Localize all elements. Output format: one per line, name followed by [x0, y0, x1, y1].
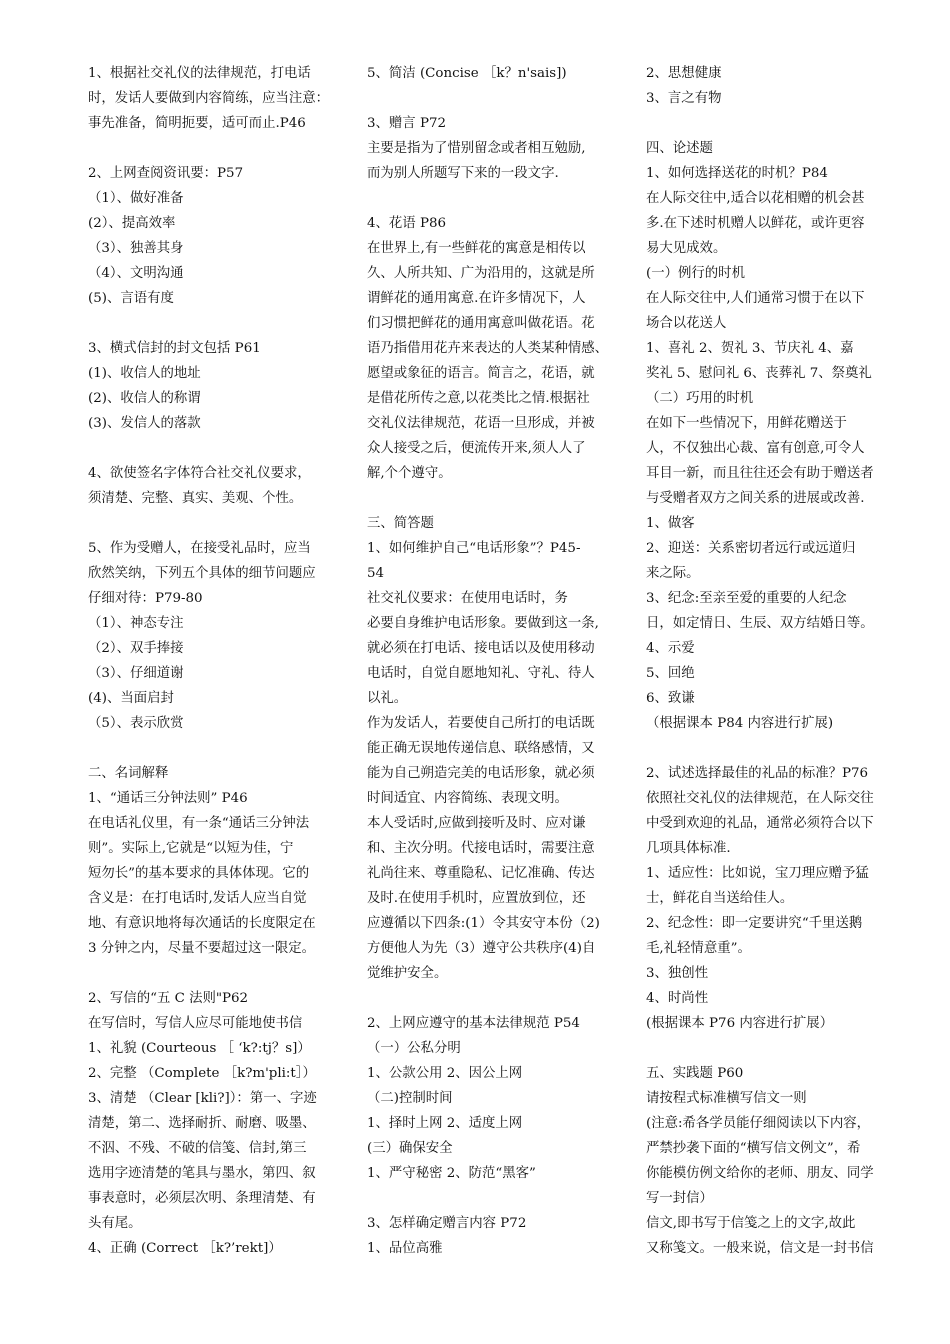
text-line: 与受赠者双方之间关系的进展或改善.: [646, 491, 865, 506]
text-line: 2、上网应遵守的基本法律规范 P54: [367, 1016, 580, 1031]
text-line: 地、有意识地将每次通话的长度限定在: [88, 916, 316, 931]
text-line: 事表意时，必须层次明、条理清楚、有: [88, 1191, 316, 1206]
text-line: 严禁抄袭下面的“横写信文例文”，希: [646, 1141, 861, 1156]
text-line: （1）、神态专注: [88, 616, 184, 631]
blank-line: [646, 736, 894, 761]
text-line: 而为别人所题写下来的一段文字.: [367, 166, 559, 181]
text-line: （根据课本 P84 内容进行扩展): [646, 716, 834, 731]
text-line: 日，如定情日、生辰、双方结婚日等。: [646, 616, 874, 631]
text-line: 应遵循以下四条:(1）令其安守本份（2): [367, 916, 600, 931]
text-line: 能为自己朔造完美的电话形象，就必须: [367, 766, 595, 781]
text-line: 能正确无误地传递信息、联络感情，又: [367, 741, 595, 756]
text-line: 愿望或象征的语言。简言之，花语，就: [367, 366, 595, 381]
text-line: 3、独创性: [646, 966, 709, 981]
text-line: 6、致谦: [646, 691, 695, 706]
text-line: 来之际。: [646, 566, 700, 581]
text-line: 4、欲使签名字体符合社交礼仪要求，: [88, 466, 311, 481]
text-line: 则”。实际上,它就是“以短为佳，宁: [88, 841, 294, 856]
text-line: 1、做客: [646, 516, 695, 531]
blank-line: [367, 86, 619, 111]
text-line: 礼尚往来、尊重隐私、记忆准确、传达: [367, 866, 595, 881]
text-line: 短勿长”的基本要求的具体体现。它的: [88, 866, 310, 881]
text-line: 1、择时上网 2、适度上网: [367, 1116, 523, 1131]
blank-line: [367, 486, 619, 511]
text-line: 多.在下述时机赠人以鲜花，或许更容: [646, 216, 865, 231]
text-line: （1）、做好准备: [88, 191, 184, 206]
text-line: （二）巧用的时机: [646, 391, 754, 406]
text-line: 1、喜礼 2、贺礼 3、节庆礼 4、嘉: [646, 341, 854, 356]
text-line: 你能模仿例文给你的老师、朋友、同学: [646, 1166, 874, 1181]
text-line: 毛,礼轻情意重”。: [646, 941, 751, 956]
text-line: （二)控制时间: [367, 1091, 453, 1106]
text-line: (根据课本 P76 内容进行扩展）: [646, 1016, 834, 1031]
text-line: 3、横式信封的封文包括 P61: [88, 341, 261, 356]
text-line: 时，发话人要做到内容简练，应当注意：: [88, 91, 330, 106]
text-line: 3、赠言 P72: [367, 116, 446, 131]
text-line: 54: [367, 566, 385, 581]
text-line: 耳目一新，而且往往还会有助于赠送者: [646, 466, 874, 481]
text-line: 人，不仅独出心裁、富有创意,可令人: [646, 441, 865, 456]
text-line: 清楚，第二、选择耐折、耐磨、吸墨、: [88, 1116, 316, 1131]
text-line: 仔细对待：P79-80: [88, 591, 203, 606]
text-line: 5、回绝: [646, 666, 695, 681]
text-line: 不泅、不残、不破的信笺、信封,第三: [88, 1141, 307, 1156]
text-line: 交礼仪法律规范，花语一旦形成，并被: [367, 416, 595, 431]
text-line: 奖礼 5、慰问礼 6、丧葬礼 7、祭奠礼: [646, 366, 872, 381]
text-line: 4、正确 (Correct ［k?’rekt]）: [88, 1241, 282, 1256]
text-line: 以礼。: [367, 691, 408, 706]
blank-line: [646, 111, 894, 136]
text-line: 就必须在打电话、接电话以及使用移动: [367, 641, 595, 656]
text-line: (5)、言语有度: [88, 291, 174, 306]
text-line: 在人际交往中,人们通常习惯于在以下: [646, 291, 865, 306]
text-line: 须清楚、完整、真实、美观、个性。: [88, 491, 303, 506]
text-line: 欣然笑纳，下列五个具体的细节问题应: [88, 566, 316, 581]
text-line: 二、名词解释: [88, 766, 169, 781]
text-line: 必要自身维护电话形象。要做到这一条,: [367, 616, 599, 631]
blank-line: [367, 186, 619, 211]
text-line: 社交礼仪要求：在使用电话时，务: [367, 591, 568, 606]
blank-line: [367, 986, 619, 1011]
text-line: 1、礼貌 (Courteous ［ ‘k?:tj？s]）: [88, 1041, 311, 1056]
text-line: 1、适应性：比如说，宝刀理应赠予猛: [646, 866, 869, 881]
blank-line: [88, 961, 346, 986]
text-line: 易大见成效。: [646, 241, 727, 256]
text-line: 四、论述题: [646, 141, 713, 156]
text-line: 主要是指为了惜别留念或者相互勉励,: [367, 141, 586, 156]
text-line: 依照社交礼仪的法律规范，在人际交往: [646, 791, 874, 806]
text-line: 2、上网查阅资讯要：P57: [88, 166, 244, 181]
text-line: (1)、收信人的地址: [88, 366, 201, 381]
text-line: 觉维护安全。: [367, 966, 448, 981]
text-line: 士，鲜花自当送给佳人。: [646, 891, 794, 906]
text-line: (2)、收信人的称谓: [88, 391, 201, 406]
text-line: 五、实践题 P60: [646, 1066, 744, 1081]
text-column-left: [88, 61, 346, 1261]
text-line: 中受到欢迎的礼品，通常必须符合以下: [646, 816, 874, 831]
text-line: 2、试述选择最佳的礼品的标准？P76: [646, 766, 869, 781]
text-line: 时间适宜、内容简练、表现文明。: [367, 791, 568, 806]
text-line: (3)、发信人的落款: [88, 416, 201, 431]
text-line: 3 分钟之内，尽量不要超过这一限定。: [88, 941, 316, 956]
text-line: 场合以花送人: [646, 316, 727, 331]
text-line: 2、纪念性：即一定要讲究“千里送鹅: [646, 916, 863, 931]
text-line: 及时.在使用手机时，应置放到位，还: [367, 891, 586, 906]
text-line: 语乃指借用花卉来表达的人类某种情感、: [367, 341, 609, 356]
text-line: 选用字迹清楚的笔具与墨水，第四、叙: [88, 1166, 316, 1181]
text-line: 又称笺文。一般来说，信文是一封书信: [646, 1241, 874, 1256]
blank-line: [88, 736, 346, 761]
text-line: 众人接受之后，便流传开来,须人人了: [367, 441, 586, 456]
text-line: (4)、当面启封: [88, 691, 174, 706]
text-line: 1、公款公用 2、因公上网: [367, 1066, 523, 1081]
text-line: (三）确保安全: [367, 1141, 453, 1156]
text-column-middle: [367, 61, 619, 1261]
text-line: 1、根据社交礼仪的法律规范，打电话: [88, 66, 311, 81]
blank-line: [88, 311, 346, 336]
text-line: 4、示爱: [646, 641, 695, 656]
text-line: （一）公私分明: [367, 1041, 461, 1056]
text-line: 写一封信）: [646, 1191, 713, 1206]
text-line: 在如下一些情况下，用鲜花赠送于: [646, 416, 847, 431]
blank-line: [88, 511, 346, 536]
text-line: 1、如何维护自己“电话形象”？P45-: [367, 541, 581, 556]
text-line: 含义是：在打电话时,发话人应当自觉: [88, 891, 307, 906]
text-line: （4）、文明沟通: [88, 266, 184, 281]
text-line: 请按程式标准横写信文一则: [646, 1091, 807, 1106]
text-line: 在写信时，写信人应尽可能地使书信: [88, 1016, 303, 1031]
text-line: （2）、双手捧接: [88, 641, 184, 656]
blank-line: [646, 1036, 894, 1061]
text-line: 谓鲜花的通用寓意.在许多情况下，人: [367, 291, 586, 306]
blank-line: [367, 1186, 619, 1211]
text-line: 4、花语 P86: [367, 216, 446, 231]
text-line: 5、作为受赠人，在接受礼品时，应当: [88, 541, 311, 556]
text-line: 三、简答题: [367, 516, 434, 531]
text-line: (一）例行的时机: [646, 266, 745, 281]
text-line: 是借花所传之意,以花类比之情.根据社: [367, 391, 590, 406]
text-line: 在人际交往中,适合以花相赠的机会甚: [646, 191, 865, 206]
text-line: 3、言之有物: [646, 91, 722, 106]
text-line: (注意:希各学员能仔细阅读以下内容，: [646, 1116, 870, 1131]
text-line: 4、时尚性: [646, 991, 709, 1006]
text-line: 3、怎样确定赠言内容 P72: [367, 1216, 527, 1231]
text-line: （5）、表示欣赏: [88, 716, 184, 731]
text-line: 2、迎送：关系密切者远行或远道归: [646, 541, 856, 556]
text-line: 方便他人为先（3）遵守公共秩序(4)自: [367, 941, 596, 956]
text-line: 2、写信的“五 C 法则"P62: [88, 991, 249, 1006]
text-line: 5、简洁 (Concise ［k？n'sais]): [367, 66, 567, 81]
text-line: 1、严守秘密 2、防范“黑客”: [367, 1166, 536, 1181]
text-line: 和、主次分明。代接电话时，需要注意: [367, 841, 595, 856]
text-line: 事先准备，简明扼要，适可而止.P46: [88, 116, 306, 131]
text-line: 几项具体标准.: [646, 841, 731, 856]
text-line: 1、“通话三分钟法则” P46: [88, 791, 248, 806]
text-line: 信文,即书写于信笺之上的文字,故此: [646, 1216, 856, 1231]
text-line: 解,个个遵守。: [367, 466, 452, 481]
text-line: 在世界上,有一些鲜花的寓意是相传以: [367, 241, 586, 256]
text-line: (2）、提高效率: [88, 216, 176, 231]
text-line: 2、思想健康: [646, 66, 722, 81]
text-column-right: [646, 61, 894, 1261]
text-line: 3、纪念:至亲至爱的重要的人纪念: [646, 591, 847, 606]
text-line: 久、人所共知、广为沿用的，这就是所: [367, 266, 595, 281]
text-line: 1、如何选择送花的时机？P84: [646, 166, 828, 181]
text-line: （3）、仔细道谢: [88, 666, 184, 681]
blank-line: [88, 136, 346, 161]
text-line: 2、完整 （Complete ［k?m'pli:t］）: [88, 1066, 316, 1081]
blank-line: [88, 436, 346, 461]
text-line: 头有尾。: [88, 1216, 142, 1231]
text-line: （3）、独善其身: [88, 241, 184, 256]
text-line: 电话时，自觉自愿地知礼、守礼、待人: [367, 666, 595, 681]
text-line: 在电话礼仪里，有一条“通话三分钟法: [88, 816, 310, 831]
text-line: 们习惯把鲜花的通用寓意叫做花语。花: [367, 316, 595, 331]
text-line: 本人受话时,应做到接听及时、应对谦: [367, 816, 586, 831]
text-line: 作为发话人，若要使自己所打的电话既: [367, 716, 595, 731]
text-line: 3、清楚 （Clear [kli?]）：第一、字迹: [88, 1091, 317, 1106]
text-line: 1、品位高雅: [367, 1241, 443, 1256]
